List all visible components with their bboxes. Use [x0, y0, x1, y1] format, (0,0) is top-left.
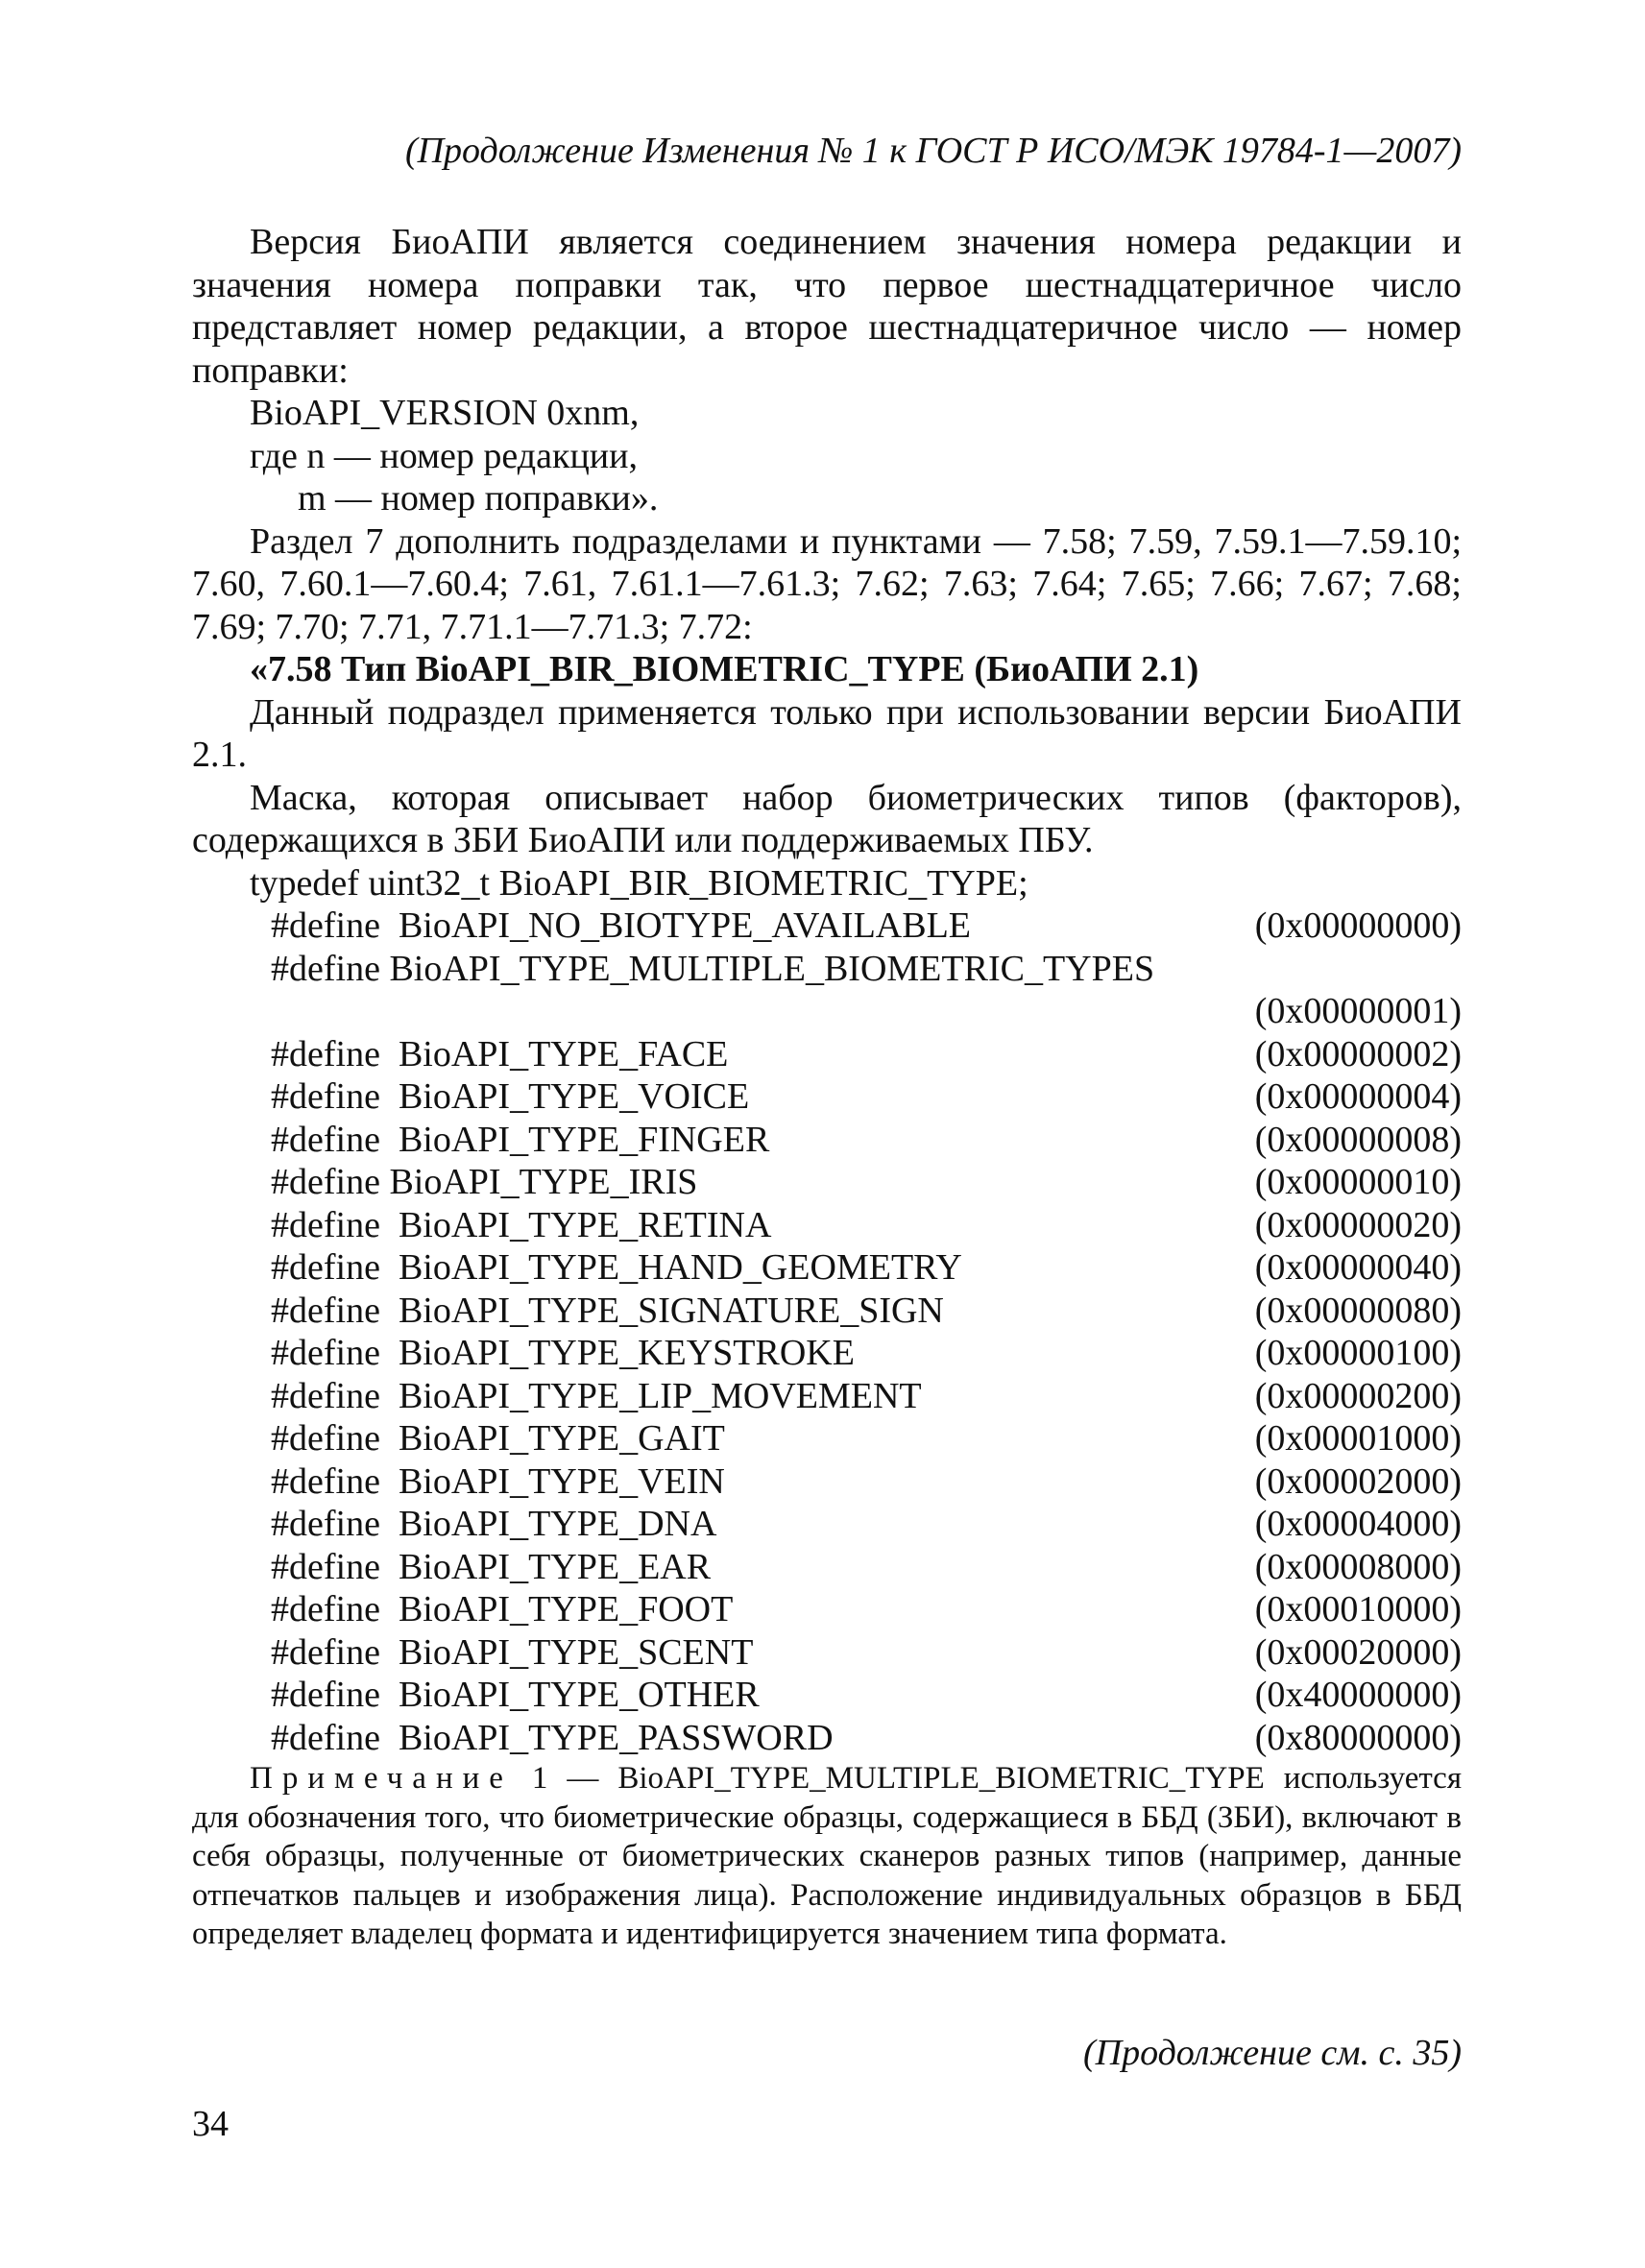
define-name: #define BioAPI_TYPE_EAR	[271, 1546, 712, 1587]
define-row	[271, 1290, 1462, 1333]
define-value: (0x00000004)	[1254, 1076, 1462, 1117]
define-value: (0x00000200)	[1254, 1375, 1462, 1416]
define-row	[271, 1332, 1462, 1375]
define-value: (0x00010000)	[1254, 1589, 1462, 1629]
define-row	[271, 1631, 1462, 1675]
note-label: Примечание	[250, 1761, 513, 1796]
define-value: (0x00000002)	[1254, 1033, 1462, 1074]
define-value: (0x00000008)	[1254, 1119, 1462, 1160]
define-row	[271, 1119, 1462, 1162]
define-name: #define BioAPI_TYPE_HAND_GEOMETRY	[271, 1247, 962, 1288]
define-row	[271, 1246, 1462, 1290]
paragraph-where-n: где n — номер редакции,	[250, 435, 638, 476]
define-value: (0x00008000)	[1254, 1546, 1462, 1587]
define-row-wrap	[271, 990, 1462, 1033]
section-heading: «7.58 Тип BioAPI_BIR_BIOMETRIC_TYPE (БиоАПИ 2.1)	[250, 649, 1199, 689]
page-number: 34	[192, 2104, 229, 2144]
note	[192, 1759, 1462, 1954]
body-text	[192, 221, 1462, 1759]
document-page	[192, 0, 1462, 2268]
define-value: (0x00000080)	[1254, 1290, 1462, 1331]
define-name: #define BioAPI_TYPE_DNA	[271, 1504, 717, 1544]
paragraph-where-m: m — номер поправки».	[298, 478, 659, 519]
define-row	[271, 1161, 1462, 1204]
code-version: BioAPI_VERSION 0xnm,	[250, 393, 640, 433]
define-name: #define BioAPI_TYPE_LIP_MOVEMENT	[271, 1375, 922, 1416]
define-row	[271, 1674, 1462, 1717]
typedef-line: typedef uint32_t BioAPI_BIR_BIOMETRIC_TYPE;	[250, 862, 1028, 904]
define-name: #define BioAPI_NO_BIOTYPE_AVAILABLE	[271, 905, 972, 946]
define-row	[271, 1460, 1462, 1504]
define-row	[271, 1375, 1462, 1418]
define-name: #define BioAPI_TYPE_MULTIPLE_BIOMETRIC_TYPES	[271, 948, 1155, 989]
define-row	[271, 948, 1462, 991]
define-row	[271, 1717, 1462, 1760]
paragraph-section-7: Раздел 7 дополнить подразделами и пунктами — 7.58; 7.59, 7.59.1—7.59.10; 7.60, 7.60.1—7.60.4; 7.61, 7.61.1—7.61.3; 7.62; 7.63; 7.64; 7.65; 7.66; 7.67; 7.68; 7.69; 7.70; 7.71, 7.71.1—7.71.3; 7.72:	[192, 520, 1462, 647]
define-name: #define BioAPI_TYPE_KEYSTROKE	[271, 1333, 855, 1373]
define-row	[271, 1417, 1462, 1460]
define-value: (0x00000040)	[1254, 1247, 1462, 1288]
define-row	[271, 905, 1462, 948]
define-list	[192, 905, 1462, 1759]
define-name: #define BioAPI_TYPE_OTHER	[271, 1675, 760, 1715]
define-value: (0x40000000)	[1254, 1675, 1462, 1715]
paragraph-mask: Маска, которая описывает набор биометрических типов (факторов), содержащихся в ЗБИ БиоАПИ или поддерживаемых ПБУ.	[192, 777, 1462, 860]
define-name: #define BioAPI_TYPE_IRIS	[271, 1162, 698, 1202]
paragraph-version: Версия БиоАПИ является соединением значения номера редакции и значения номера поправки так, что первое шестнадцатеричное число представляет номер редакции, а второе шестнадцатеричное число — номер поправки:	[192, 222, 1462, 391]
define-row	[271, 1033, 1462, 1076]
define-name: #define BioAPI_TYPE_SCENT	[271, 1631, 754, 1673]
define-name: #define BioAPI_TYPE_VOICE	[271, 1076, 750, 1117]
define-row	[271, 1588, 1462, 1631]
define-value: (0x00001000)	[1254, 1418, 1462, 1459]
define-name: #define BioAPI_TYPE_GAIT	[271, 1418, 725, 1459]
define-value: (0x00004000)	[1254, 1504, 1462, 1544]
define-value: (0x00002000)	[1254, 1460, 1462, 1502]
define-row	[271, 1546, 1462, 1589]
define-value: (0x80000000)	[1254, 1717, 1462, 1758]
define-value: (0x00000000)	[1254, 905, 1462, 946]
define-value: (0x00000100)	[1254, 1333, 1462, 1373]
define-name: #define BioAPI_TYPE_SIGNATURE_SIGN	[271, 1290, 944, 1331]
define-value: (0x00000001)	[1254, 991, 1462, 1031]
note-paragraph	[192, 1759, 1462, 1954]
define-name: #define BioAPI_TYPE_FOOT	[271, 1589, 734, 1629]
page-header: (Продолжение Изменения № 1 к ГОСТ Р ИСО/МЭК 19784-1—2007)	[404, 131, 1462, 171]
continuation-note: (Продолжение см. с. 35)	[1082, 2033, 1462, 2073]
define-value: (0x00000010)	[1254, 1162, 1462, 1202]
define-row	[271, 1503, 1462, 1546]
define-value: (0x00000020)	[1254, 1204, 1462, 1245]
define-name: #define BioAPI_TYPE_RETINA	[271, 1204, 772, 1245]
define-name: #define BioAPI_TYPE_VEIN	[271, 1460, 725, 1502]
define-name: #define BioAPI_TYPE_PASSWORD	[271, 1717, 834, 1758]
define-row	[271, 1075, 1462, 1119]
define-name: #define BioAPI_TYPE_FACE	[271, 1033, 729, 1074]
note-text: — BioAPI_TYPE_MULTIPLE_BIOMETRIC_TYPE используется для обозначения того, что биометрические образцы, содержащиеся в ББД (ЗБИ), включают в себя образцы, полученные от биометрических сканеров разных типов (например, данные отпечатков пальцев и изображения лица). Расположение индивидуальных образцов в ББД определяет владелец формата и идентифицируется значением типа формата.	[192, 1761, 1462, 1951]
define-row	[271, 1204, 1462, 1247]
define-value: (0x00020000)	[1254, 1631, 1462, 1673]
define-name: #define BioAPI_TYPE_FINGER	[271, 1119, 770, 1160]
note-number: 1	[531, 1761, 548, 1796]
paragraph-applicability: Данный подраздел применяется только при использовании версии БиоАПИ 2.1.	[192, 691, 1462, 775]
